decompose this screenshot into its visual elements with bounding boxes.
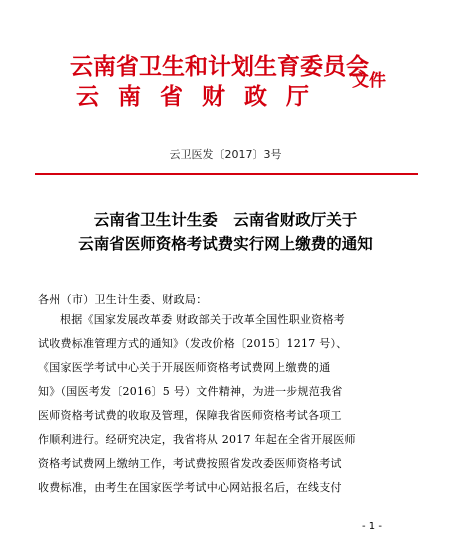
body-line: 作顺利进行。经研究决定，我省将从 2017 年起在全省开展医师 <box>38 433 356 446</box>
document-number: 云卫医发〔2017〕3号 <box>169 148 282 161</box>
issuing-org-health-commission: 云南省卫生和计划生育委员会 <box>70 53 369 80</box>
page-number: - 1 - <box>362 521 382 532</box>
document-label: 文件 <box>352 71 386 91</box>
red-separator-line <box>35 173 418 175</box>
body-line: 试收费标准管理方式的通知》（发改价格〔2015〕1217 号）、 <box>38 337 348 350</box>
body-line: 根据《国家发展改革委 财政部关于改革全国性职业资格考 <box>60 313 345 326</box>
body-line: 《国家医学考试中心关于开展医师资格考试费网上缴费的通 <box>38 361 331 374</box>
body-line: 医师资格考试费的收取及管理，保障我省医师资格考试各项工 <box>38 409 342 422</box>
salutation: 各州（市）卫生计生委、财政局： <box>38 293 208 306</box>
document-title-line-2: 云南省医师资格考试费实行网上缴费的通知 <box>78 234 373 253</box>
issuing-org-finance-department: 云南省财政厅 <box>76 83 328 110</box>
document-title-line-1: 云南省卫生计生委 云南省财政厅关于 <box>93 210 358 229</box>
body-line: 知》（国医考发〔2016〕5 号）文件精神，为进一步规范我省 <box>38 385 343 398</box>
body-line: 收费标准，由考生在国家医学考试中心网站报名后，在线支付 <box>38 481 342 494</box>
body-line: 资格考试费网上缴纳工作，考试费按照省发改委医师资格考试 <box>38 457 342 470</box>
